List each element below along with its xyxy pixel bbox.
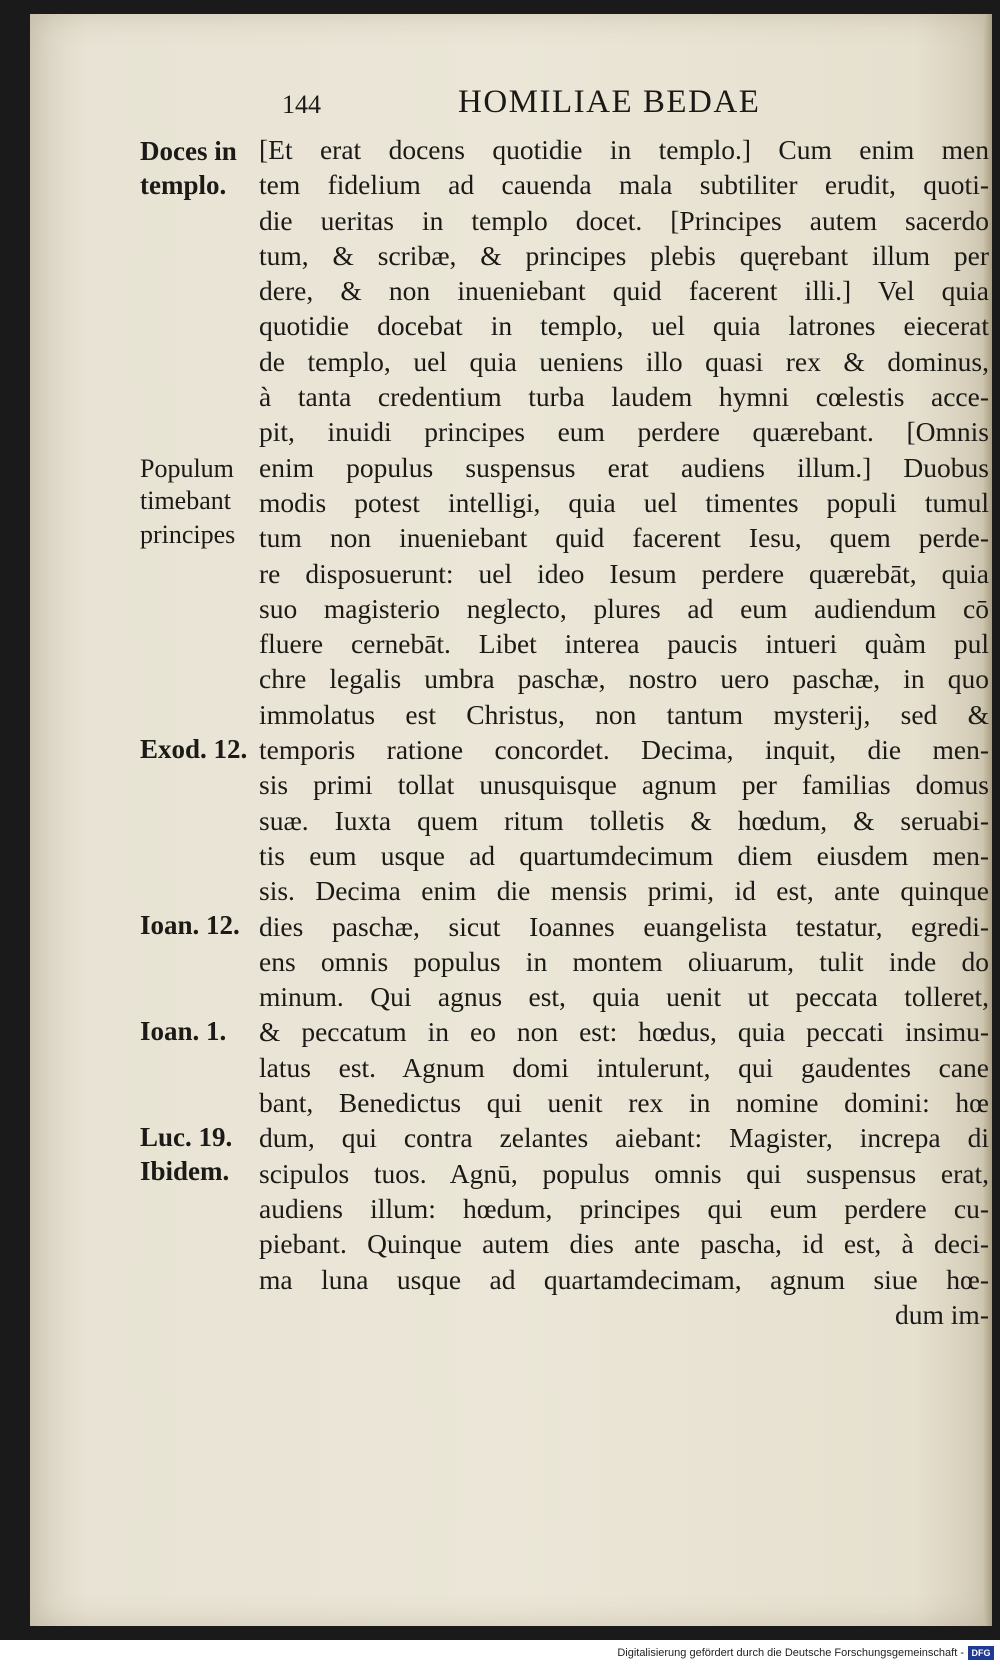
text-line: à tanta credentium turba laudem hymni cœlestis acce-: [259, 381, 989, 413]
text-line: piebant. Quinque autem dies ante pascha, id est, à deci-: [259, 1228, 989, 1260]
text-line: dum, qui contra zelantes aiebant: Magister, increpa di: [259, 1122, 989, 1154]
margin-note: templo.: [140, 170, 227, 200]
text-line: & peccatum in eo non est: hœdus, quia peccati insimu-: [259, 1016, 989, 1048]
dfg-logo-icon: DFG: [968, 1646, 994, 1660]
text-line: sis primi tollat unusquisque agnum per familias domus: [259, 769, 989, 801]
text-line: scipulos tuos. Agnū, populus omnis qui suspensus erat,: [259, 1157, 989, 1189]
text-line: sis. Decima enim die mensis primi, id est, ante quinque: [259, 875, 989, 907]
text-line: latus est. Agnum domi intulerunt, qui gaudentes cane: [259, 1051, 989, 1083]
text-line: pit, inuidi principes eum perdere quærebant. [Omnis: [259, 416, 989, 448]
margin-note: Ioan. 1.: [140, 1016, 227, 1046]
funding-notice: Digitalisierung gefördert durch die Deutsche Forschungsgemeinschaft -: [617, 1647, 964, 1659]
text-line: temporis ratione concordet. Decima, inquit, die men-: [259, 734, 989, 766]
text-line: audiens illum: hœdum, principes qui eum perdere cu-: [259, 1192, 989, 1224]
text-line: quotidie docebat in templo, uel quia latrones eiecerat: [259, 310, 989, 342]
text-line: chre legalis umbra paschæ, nostro uero paschæ, in quo: [259, 663, 989, 695]
text-line: dies paschæ, sicut Ioannes euangelista testatur, egredi-: [259, 910, 989, 942]
text-line: suo magisterio neglecto, plures ad eum audiendum cō: [259, 592, 989, 624]
text-line: dere, & non inueniebant quid facerent illi.] Vel quia: [259, 275, 989, 307]
margin-note: Populum: [140, 454, 234, 483]
margin-note: Doces in: [140, 136, 237, 166]
digitization-footer: [0, 1640, 1000, 1668]
text-line: tem fidelium ad cauenda mala subtiliter erudit, quoti-: [259, 169, 989, 201]
text-line: minum. Qui agnus est, quia uenit ut peccata tolleret,: [259, 981, 989, 1013]
margin-note: Ibidem.: [140, 1156, 230, 1186]
text-line: immolatus est Christus, non tantum mysterij, sed &: [259, 698, 989, 730]
text-line: ma luna usque ad quartamdecimam, agnum siue hœ-: [259, 1263, 989, 1295]
body-text: [259, 132, 989, 1332]
running-title: HOMILIAE BEDAE: [458, 84, 761, 120]
book-page: [30, 14, 992, 1626]
text-line: de templo, uel quia ueniens illo quasi rex & dominus,: [259, 345, 989, 377]
text-line: suæ. Iuxta quem ritum tolletis & hœdum, & seruabi-: [259, 804, 989, 836]
text-line: bant, Benedictus qui uenit rex in nomine domini: hœ: [259, 1087, 989, 1119]
text-line: ens omnis populus in montem oliuarum, tulit inde do: [259, 945, 989, 977]
text-line: tum non inueniebant quid facerent Iesu, quem perde-: [259, 522, 989, 554]
text-line: [Et erat docens quotidie in templo.] Cum enim men: [259, 134, 989, 165]
text-line: enim populus suspensus erat audiens illum.] Duobus: [259, 451, 989, 483]
margin-note: Luc. 19.: [140, 1122, 233, 1152]
text-line: tum, & scribæ, & principes plebis quęrebant illum per: [259, 239, 989, 271]
text-line: fluere cernebāt. Libet interea paucis intueri quàm pul: [259, 628, 989, 660]
text-line: die ueritas in templo docet. [Principes autem sacerdo: [259, 204, 989, 236]
margin-note: Exod. 12.: [140, 734, 248, 764]
margin-note: Ioan. 12.: [140, 910, 240, 940]
margin-note: timebant: [140, 486, 231, 515]
catchword: dum im-: [895, 1298, 989, 1330]
text-line: modis potest intelligi, quia uel timentes populi tumul: [259, 486, 989, 518]
page-number: 144: [282, 90, 321, 119]
text-line: tis eum usque ad quartumdecimum diem eiusdem men-: [259, 839, 989, 871]
text-line: re disposuerunt: uel ideo Iesum perdere quærebāt, quia: [259, 557, 989, 589]
margin-note: principes: [140, 520, 236, 549]
